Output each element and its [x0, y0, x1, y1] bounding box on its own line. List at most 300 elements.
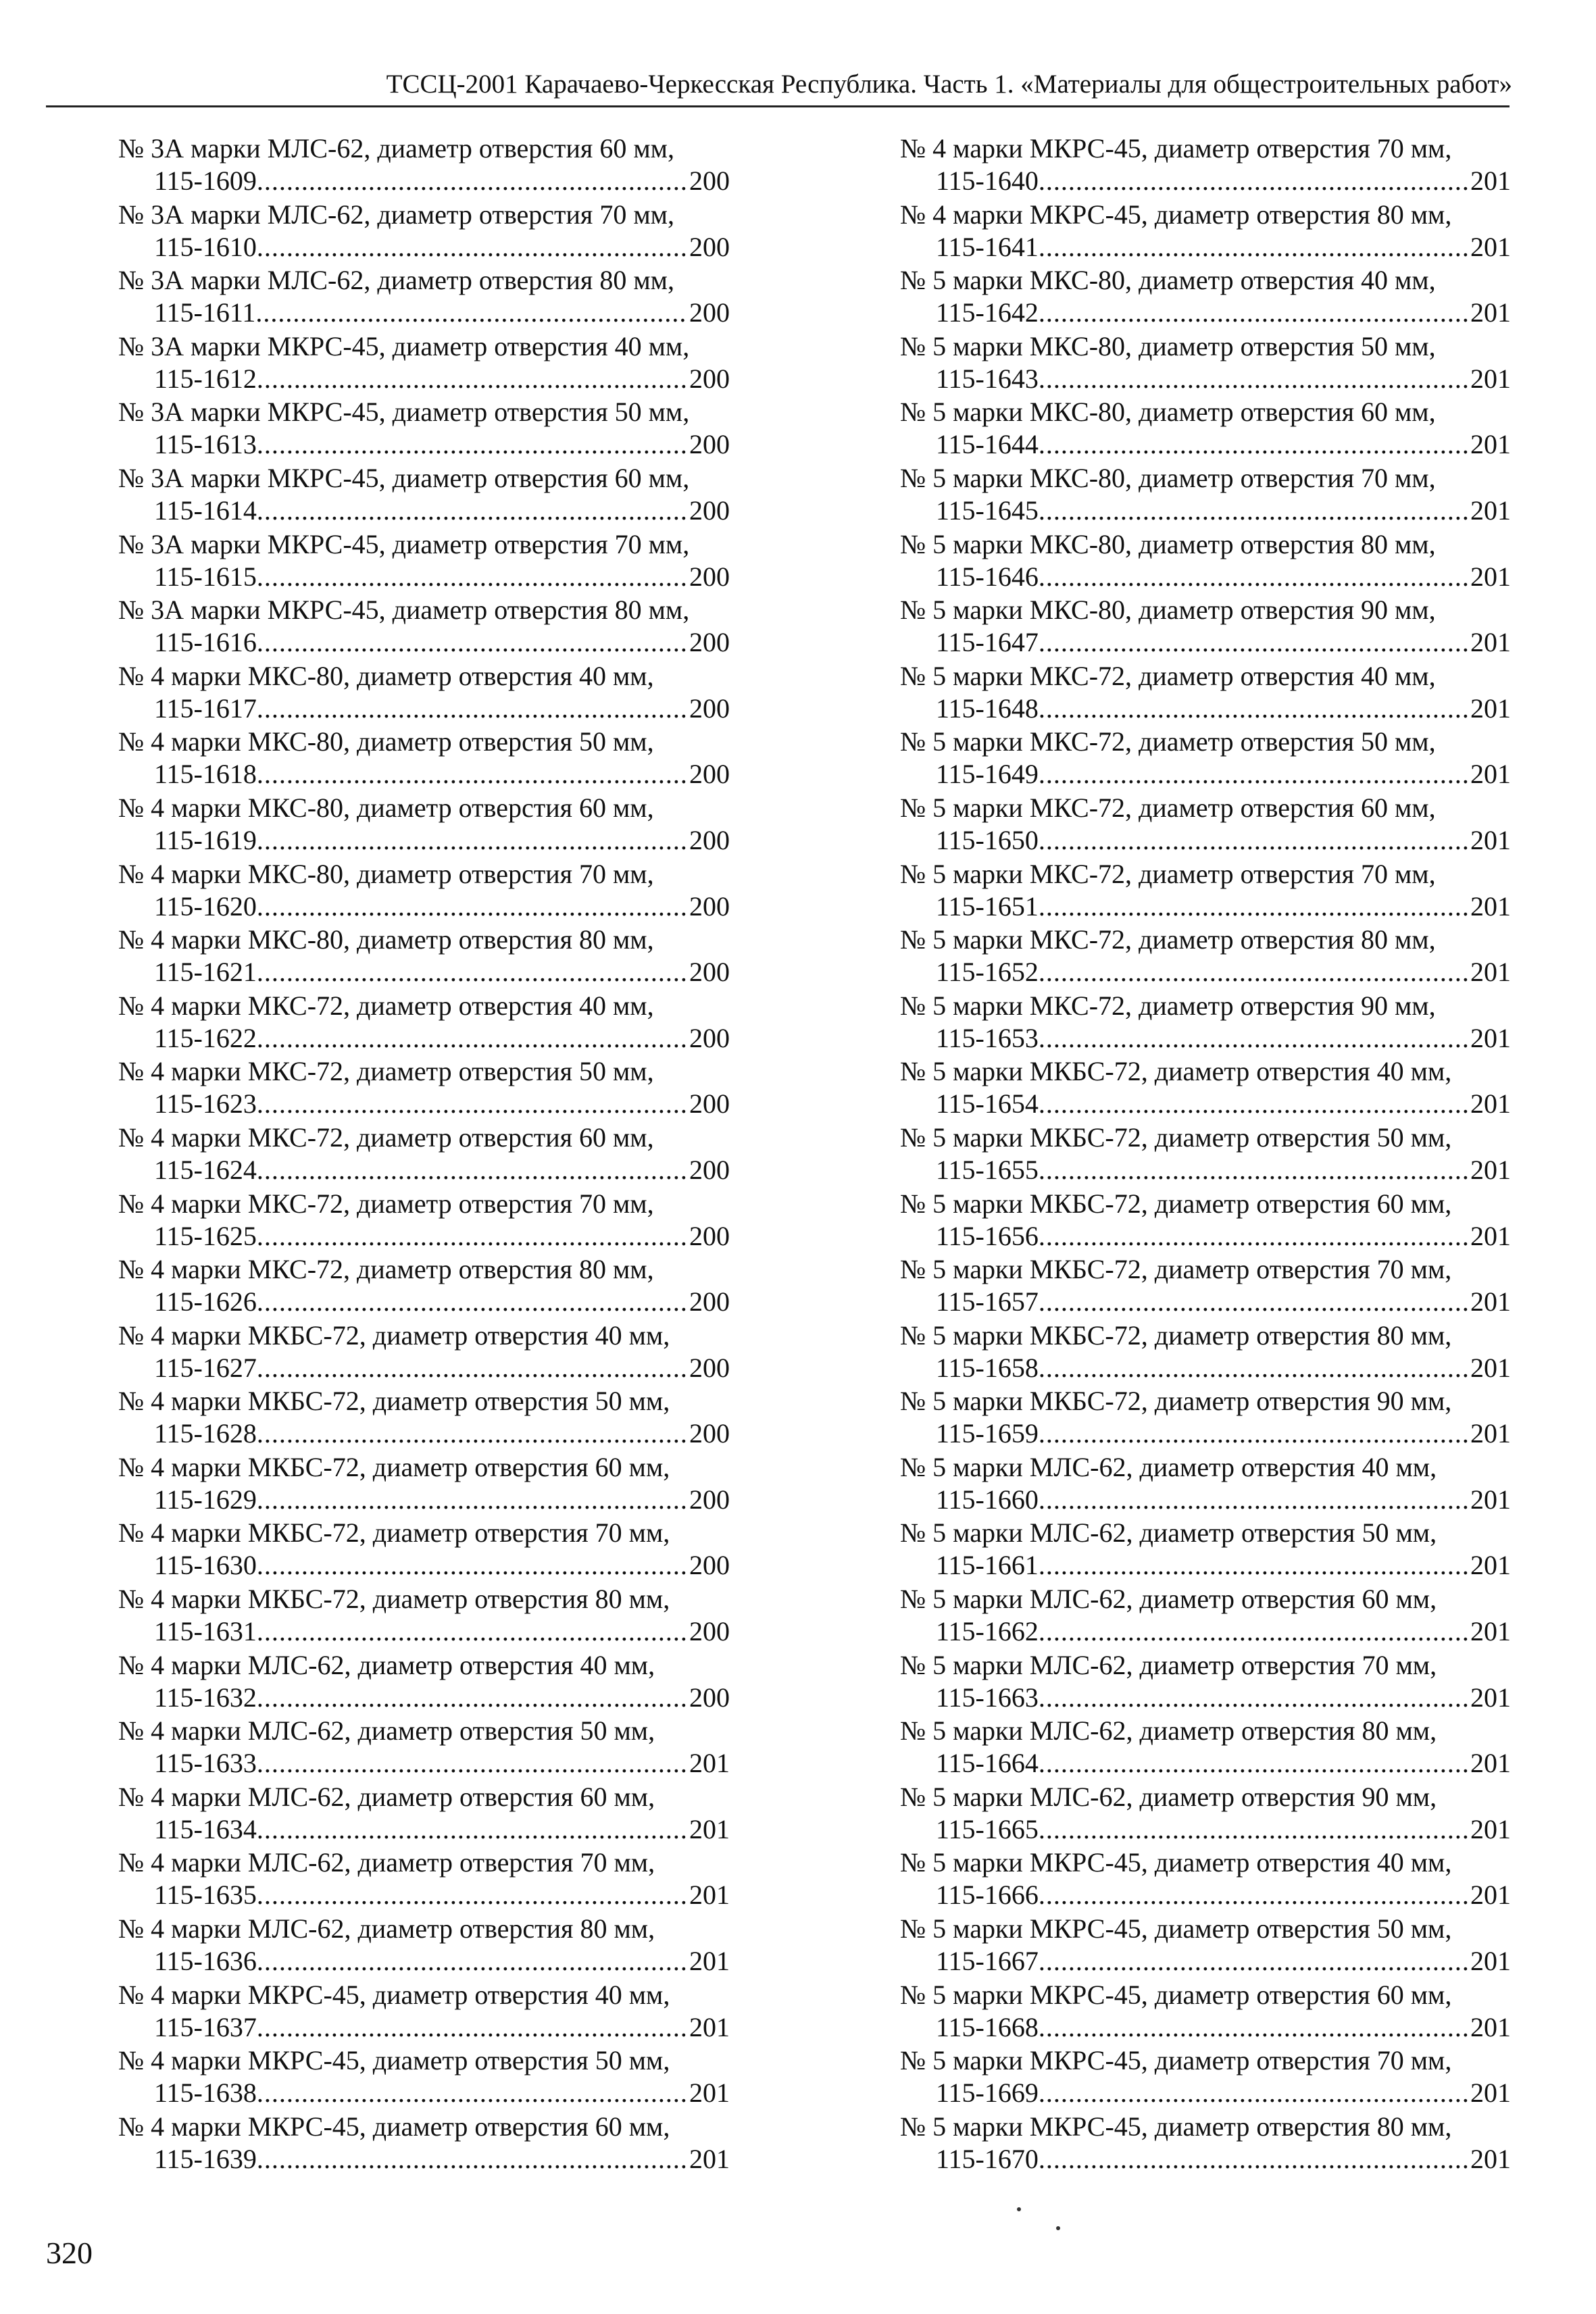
- index-entry: [118, 1846, 730, 1913]
- entry-reference: [118, 956, 730, 988]
- index-entry: [900, 396, 1511, 462]
- entry-reference: [118, 561, 730, 593]
- index-entry: [900, 1649, 1511, 1715]
- entry-reference: [900, 1747, 1511, 1780]
- entry-code: 115-1666: [936, 1880, 1039, 1911]
- entry-code: 115-1632: [154, 1682, 257, 1713]
- entry-code: 115-1647: [936, 627, 1039, 658]
- index-entry: [118, 1188, 730, 1254]
- entry-code: 115-1609: [154, 166, 257, 196]
- entry-page-number: 201: [1470, 1682, 1511, 1713]
- entry-description: № 3А марки МКРС-45, диаметр отверстия 60 мм,: [118, 462, 690, 493]
- entry-page-number: 201: [1470, 297, 1511, 328]
- index-entry: [118, 2111, 730, 2177]
- entry-description: № 4 марки МКС-80, диаметр отверстия 80 мм,: [118, 924, 654, 955]
- entry-reference: [118, 824, 730, 857]
- entry-description: № 5 марки МЛС-62, диаметр отверстия 60 мм,: [900, 1584, 1437, 1615]
- entry-description: № 4 марки МКС-72, диаметр отверстия 80 мм,: [118, 1254, 654, 1285]
- dot-leader: [257, 693, 687, 725]
- entry-page-number: 201: [1470, 1880, 1511, 1911]
- entry-code: 115-1644: [936, 429, 1039, 460]
- dot-leader: [1039, 1747, 1468, 1780]
- index-entry: [900, 528, 1511, 595]
- entry-page-number: 200: [689, 1220, 730, 1251]
- entry-code: 115-1635: [154, 1880, 257, 1911]
- dot-leader: [1039, 824, 1468, 857]
- dot-leader: [1039, 693, 1468, 725]
- entry-reference: [118, 1417, 730, 1450]
- index-entry: [900, 2044, 1511, 2111]
- entry-code: 115-1654: [936, 1088, 1039, 1120]
- entry-page-number: 200: [689, 957, 730, 988]
- index-entry: [900, 1055, 1511, 1122]
- entry-page-number: 200: [689, 1286, 730, 1317]
- entry-description: № 4 марки МЛС-62, диаметр отверстия 70 мм,: [118, 1847, 655, 1878]
- entry-description: № 4 марки МЛС-62, диаметр отверстия 50 мм,: [118, 1715, 655, 1746]
- index-entry: [900, 1385, 1511, 1451]
- index-entry: [900, 594, 1511, 660]
- dot-leader: [1039, 1154, 1468, 1186]
- entry-description: № 3А марки МКРС-45, диаметр отверстия 80 мм,: [118, 595, 690, 626]
- entry-code: 115-1664: [936, 1748, 1039, 1779]
- index-entry: [118, 660, 730, 726]
- index-entry: [118, 528, 730, 595]
- dot-leader: [1039, 1088, 1468, 1120]
- dot-leader: [257, 890, 687, 923]
- dot-leader: [257, 1417, 687, 1450]
- entry-reference: [900, 495, 1511, 527]
- entry-code: 115-1669: [936, 2078, 1039, 2109]
- dot-leader: [1039, 1615, 1468, 1648]
- entry-code: 115-1621: [154, 957, 257, 988]
- index-entry: [900, 2111, 1511, 2177]
- dot-leader: [1039, 956, 1468, 988]
- dot-leader: [257, 1682, 687, 1714]
- entry-page-number: 200: [689, 231, 730, 262]
- index-entry: [118, 396, 730, 462]
- dot-leader: [1039, 428, 1468, 461]
- entry-description: № 5 марки МКБС-72, диаметр отверстия 40 мм,: [900, 1056, 1452, 1087]
- dot-leader: [257, 561, 687, 593]
- entry-reference: [118, 231, 730, 263]
- entry-reference: [118, 1484, 730, 1516]
- entry-reference: [118, 1549, 730, 1582]
- entry-page-number: 200: [689, 1154, 730, 1185]
- entry-code: 115-1618: [154, 759, 257, 790]
- entry-code: 115-1648: [936, 693, 1039, 724]
- entry-reference: [118, 1220, 730, 1253]
- entry-reference: [118, 693, 730, 725]
- dot-leader: [257, 758, 687, 790]
- entry-page-number: 200: [689, 693, 730, 724]
- entry-page-number: 200: [689, 1088, 730, 1120]
- dot-leader: [1039, 626, 1468, 659]
- entry-reference: [900, 824, 1511, 857]
- index-entry: [900, 924, 1511, 990]
- index-column-right: [900, 132, 1511, 2176]
- entry-description: № 5 марки МКРС-45, диаметр отверстия 50 мм,: [900, 1913, 1452, 1944]
- dot-leader: [1039, 1286, 1468, 1318]
- entry-code: 115-1622: [154, 1022, 257, 1053]
- index-entry: [900, 1715, 1511, 1781]
- entry-page-number: 200: [689, 1682, 730, 1713]
- dot-leader: [257, 1154, 687, 1186]
- entry-reference: [900, 165, 1511, 197]
- entry-code: 115-1653: [936, 1022, 1039, 1053]
- entry-page-number: 201: [1470, 890, 1511, 922]
- entry-reference: [900, 2011, 1511, 2044]
- index-entry: [118, 1583, 730, 1649]
- entry-reference: [900, 2077, 1511, 2109]
- index-entry: [900, 1122, 1511, 1188]
- dot-leader: [257, 495, 687, 527]
- header-rule: [46, 105, 1510, 107]
- entry-reference: [900, 890, 1511, 923]
- dot-leader: [257, 363, 687, 395]
- entry-page-number: 201: [689, 2143, 730, 2174]
- entry-description: № 3А марки МКРС-45, диаметр отверстия 70 мм,: [118, 528, 690, 559]
- entry-description: № 4 марки МЛС-62, диаметр отверстия 60 мм,: [118, 1781, 655, 1812]
- index-entry: [900, 660, 1511, 726]
- entry-code: 115-1610: [154, 231, 257, 262]
- entry-code: 115-1650: [936, 824, 1039, 855]
- entry-code: 115-1656: [936, 1220, 1039, 1251]
- index-entry: [900, 462, 1511, 528]
- entry-description: № 4 марки МКБС-72, диаметр отверстия 60 мм,: [118, 1451, 670, 1482]
- index-entry: [900, 330, 1511, 397]
- entry-code: 115-1612: [154, 363, 257, 394]
- entry-description: № 4 марки МКС-80, диаметр отверстия 40 мм,: [118, 660, 654, 691]
- dot-leader: [1039, 2143, 1468, 2175]
- dot-leader: [257, 1747, 687, 1780]
- entry-page-number: 201: [1470, 2011, 1511, 2042]
- index-entry: [900, 1517, 1511, 1583]
- entry-reference: [900, 1813, 1511, 1846]
- index-entry: [118, 1979, 730, 2045]
- entry-reference: [900, 363, 1511, 395]
- index-entry: [118, 1055, 730, 1122]
- index-entry: [118, 1715, 730, 1781]
- entry-description: № 5 марки МКС-72, диаметр отверстия 40 мм,: [900, 660, 1436, 691]
- entry-description: № 5 марки МКС-80, диаметр отверстия 70 мм,: [900, 462, 1436, 493]
- dot-leader: [1039, 1813, 1468, 1846]
- entry-reference: [118, 890, 730, 923]
- dot-leader: [1039, 1022, 1468, 1055]
- index-entry: [118, 1385, 730, 1451]
- index-entry: [118, 330, 730, 397]
- index-entry: [118, 462, 730, 528]
- entry-reference: [900, 956, 1511, 988]
- dot-leader: [257, 1352, 687, 1384]
- dot-leader: [257, 2011, 687, 2044]
- index-entry: [118, 1122, 730, 1188]
- entry-code: 115-1643: [936, 363, 1039, 394]
- entry-description: № 4 марки МКБС-72, диаметр отверстия 50 мм,: [118, 1386, 670, 1417]
- entry-page-number: 201: [689, 1748, 730, 1779]
- entry-reference: [118, 297, 730, 329]
- entry-description: № 4 марки МКРС-45, диаметр отверстия 50 мм,: [118, 2045, 670, 2076]
- entry-reference: [900, 1615, 1511, 1648]
- dot-leader: [257, 1813, 687, 1846]
- entry-code: 115-1616: [154, 627, 257, 658]
- entry-code: 115-1629: [154, 1484, 257, 1515]
- entry-code: 115-1659: [936, 1418, 1039, 1449]
- entry-reference: [900, 1945, 1511, 1978]
- dot-leader: [257, 1286, 687, 1318]
- entry-page-number: 201: [689, 1813, 730, 1844]
- entry-description: № 5 марки МЛС-62, диаметр отверстия 90 мм,: [900, 1781, 1437, 1812]
- entry-code: 115-1642: [936, 297, 1039, 328]
- dot-leader: [1039, 495, 1468, 527]
- entry-description: № 4 марки МКС-72, диаметр отверстия 50 мм,: [118, 1056, 654, 1087]
- dot-leader: [257, 1022, 687, 1055]
- entry-description: № 4 марки МКС-80, диаметр отверстия 70 мм,: [118, 858, 654, 889]
- entry-reference: [900, 297, 1511, 329]
- index-entry: [118, 1649, 730, 1715]
- entry-reference: [900, 1417, 1511, 1450]
- entry-code: 115-1660: [936, 1484, 1039, 1515]
- index-column-left: [118, 132, 730, 2176]
- index-entry: [900, 199, 1511, 265]
- index-entry: [900, 1253, 1511, 1319]
- entry-page-number: 201: [1470, 1484, 1511, 1515]
- entry-code: 115-1637: [154, 2011, 257, 2042]
- dot-leader: [257, 1615, 687, 1648]
- index-entry: [900, 1979, 1511, 2045]
- dot-leader: [1039, 363, 1468, 395]
- index-entry: [118, 1451, 730, 1517]
- index-entry: [900, 1319, 1511, 1386]
- entry-code: 115-1617: [154, 693, 257, 724]
- entry-code: 115-1646: [936, 561, 1039, 592]
- entry-reference: [900, 1220, 1511, 1253]
- index-entry: [118, 792, 730, 858]
- entry-reference: [118, 1022, 730, 1055]
- index-entry: [900, 792, 1511, 858]
- entry-page-number: 201: [1470, 1286, 1511, 1317]
- dot-leader: [1039, 561, 1468, 593]
- entry-reference: [900, 1682, 1511, 1714]
- entry-page-number: 201: [1470, 166, 1511, 196]
- entry-description: № 4 марки МКС-72, диаметр отверстия 60 мм,: [118, 1122, 654, 1153]
- index-entry: [900, 264, 1511, 330]
- entry-reference: [900, 1549, 1511, 1582]
- entry-page-number: 200: [689, 495, 730, 526]
- dot-leader: [1039, 1417, 1468, 1450]
- dot-leader: [1039, 890, 1468, 923]
- dot-leader: [257, 165, 687, 197]
- entry-description: № 4 марки МКРС-45, диаметр отверстия 60 мм,: [118, 2111, 670, 2142]
- entry-reference: [900, 1154, 1511, 1186]
- entry-description: № 4 марки МКРС-45, диаметр отверстия 80 мм,: [900, 199, 1452, 230]
- dot-leader: [257, 1484, 687, 1516]
- dot-leader: [1039, 1682, 1468, 1714]
- dot-leader: [257, 2143, 687, 2175]
- entry-reference: [118, 495, 730, 527]
- entry-page-number: 201: [1470, 1022, 1511, 1053]
- dot-leader: [257, 1549, 687, 1582]
- entry-page-number: 200: [689, 824, 730, 855]
- entry-description: № 4 марки МКБС-72, диаметр отверстия 80 мм,: [118, 1584, 670, 1615]
- entry-code: 115-1614: [154, 495, 257, 526]
- entry-code: 115-1623: [154, 1088, 257, 1120]
- entry-code: 115-1619: [154, 824, 257, 855]
- entry-reference: [900, 428, 1511, 461]
- entry-code: 115-1662: [936, 1616, 1039, 1647]
- entry-description: № 5 марки МКБС-72, диаметр отверстия 90 мм,: [900, 1386, 1452, 1417]
- dot-leader: [257, 428, 687, 461]
- entry-description: № 5 марки МКРС-45, диаметр отверстия 70 мм,: [900, 2045, 1452, 2076]
- entry-page-number: 200: [689, 363, 730, 394]
- entry-description: № 4 марки МКРС-45, диаметр отверстия 70 мм,: [900, 133, 1452, 164]
- entry-page-number: 200: [689, 429, 730, 460]
- entry-reference: [118, 1088, 730, 1120]
- entry-reference: [900, 758, 1511, 790]
- entry-description: № 5 марки МКБС-72, диаметр отверстия 60 мм,: [900, 1188, 1452, 1219]
- entry-reference: [118, 1747, 730, 1780]
- entry-page-number: 201: [1470, 363, 1511, 394]
- entry-code: 115-1611: [154, 297, 256, 328]
- entry-description: № 4 марки МКС-80, диаметр отверстия 50 мм,: [118, 726, 654, 757]
- dot-leader: [1039, 231, 1468, 263]
- entry-description: № 5 марки МКС-72, диаметр отверстия 80 мм,: [900, 924, 1436, 955]
- entry-description: № 5 марки МКС-80, диаметр отверстия 40 мм,: [900, 265, 1436, 296]
- dot-leader: [1039, 1879, 1468, 1911]
- entry-description: № 5 марки МКС-72, диаметр отверстия 90 мм,: [900, 990, 1436, 1021]
- entry-description: № 4 марки МКБС-72, диаметр отверстия 40 мм,: [118, 1319, 670, 1351]
- dot-leader: [257, 1945, 687, 1978]
- entry-code: 115-1633: [154, 1748, 257, 1779]
- entry-reference: [118, 363, 730, 395]
- entry-page-number: 200: [689, 166, 730, 196]
- entry-reference: [118, 758, 730, 790]
- index-entry: [900, 1846, 1511, 1913]
- entry-code: 115-1667: [936, 1946, 1039, 1977]
- entry-code: 115-1670: [936, 2143, 1039, 2174]
- entry-description: № 4 марки МЛС-62, диаметр отверстия 40 мм,: [118, 1649, 655, 1680]
- index-entry: [118, 2044, 730, 2111]
- dot-leader: [255, 297, 687, 329]
- entry-description: № 3А марки МКРС-45, диаметр отверстия 50 мм,: [118, 397, 690, 428]
- entry-reference: [900, 693, 1511, 725]
- entry-description: № 5 марки МКС-72, диаметр отверстия 50 мм,: [900, 726, 1436, 757]
- entry-reference: [118, 1945, 730, 1978]
- index-entry: [900, 1451, 1511, 1517]
- entry-page-number: 201: [1470, 495, 1511, 526]
- entry-description: № 5 марки МКС-80, диаметр отверстия 90 мм,: [900, 595, 1436, 626]
- entry-page-number: 201: [1470, 627, 1511, 658]
- entry-description: № 3А марки МЛС-62, диаметр отверстия 60 мм,: [118, 133, 674, 164]
- entry-code: 115-1658: [936, 1352, 1039, 1383]
- entry-reference: [900, 1088, 1511, 1120]
- entry-description: № 5 марки МЛС-62, диаметр отверстия 70 мм,: [900, 1649, 1437, 1680]
- entry-page-number: 201: [1470, 1154, 1511, 1185]
- entry-page-number: 201: [1470, 1616, 1511, 1647]
- entry-description: № 3А марки МКРС-45, диаметр отверстия 40 мм,: [118, 330, 690, 361]
- entry-reference: [900, 626, 1511, 659]
- dot-leader: [1039, 758, 1468, 790]
- entry-code: 115-1668: [936, 2011, 1039, 2042]
- dot-leader: [1039, 1220, 1468, 1253]
- dot-leader: [257, 1088, 687, 1120]
- entry-page-number: 201: [1470, 1550, 1511, 1581]
- entry-code: 115-1663: [936, 1682, 1039, 1713]
- entry-page-number: 200: [689, 1022, 730, 1053]
- entry-page-number: 201: [1470, 231, 1511, 262]
- entry-description: № 5 марки МКРС-45, диаметр отверстия 80 мм,: [900, 2111, 1452, 2142]
- entry-code: 115-1640: [936, 166, 1039, 196]
- entry-description: № 4 марки МКС-80, диаметр отверстия 60 мм,: [118, 792, 654, 823]
- entry-code: 115-1636: [154, 1946, 257, 1977]
- entry-page-number: 200: [689, 890, 730, 922]
- entry-code: 115-1641: [936, 231, 1039, 262]
- entry-page-number: 201: [689, 1946, 730, 1977]
- entry-reference: [900, 561, 1511, 593]
- entry-reference: [118, 1879, 730, 1911]
- dot-leader: [257, 1879, 687, 1911]
- entry-description: № 3А марки МЛС-62, диаметр отверстия 80 мм,: [118, 265, 674, 296]
- entry-code: 115-1639: [154, 2143, 257, 2174]
- entry-description: № 5 марки МКБС-72, диаметр отверстия 50 мм,: [900, 1122, 1452, 1153]
- entry-code: 115-1651: [936, 890, 1039, 922]
- entry-code: 115-1645: [936, 495, 1039, 526]
- entry-page-number: 201: [689, 1880, 730, 1911]
- dot-leader: [1039, 1484, 1468, 1516]
- dot-leader: [1039, 1352, 1468, 1384]
- index-entry: [118, 924, 730, 990]
- index-entry: [900, 1583, 1511, 1649]
- entry-page-number: 201: [1470, 1352, 1511, 1383]
- entry-code: 115-1615: [154, 561, 257, 592]
- entry-description: № 5 марки МКРС-45, диаметр отверстия 60 мм,: [900, 1979, 1452, 2010]
- entry-code: 115-1655: [936, 1154, 1039, 1185]
- entry-description: № 5 марки МКС-80, диаметр отверстия 50 мм,: [900, 330, 1436, 361]
- index-entry: [900, 990, 1511, 1056]
- entry-page-number: 201: [689, 2078, 730, 2109]
- entry-description: № 5 марки МЛС-62, диаметр отверстия 50 мм,: [900, 1517, 1437, 1549]
- entry-page-number: 201: [1470, 1220, 1511, 1251]
- entry-page-number: 200: [689, 1352, 730, 1383]
- index-entry: [900, 1781, 1511, 1847]
- entry-code: 115-1631: [154, 1616, 257, 1647]
- index-entry: [118, 726, 730, 792]
- entry-page-number: 201: [1470, 1748, 1511, 1779]
- entry-description: № 4 марки МКС-72, диаметр отверстия 70 мм,: [118, 1188, 654, 1219]
- index-entry: [118, 1517, 730, 1583]
- dot-leader: [257, 824, 687, 857]
- entry-code: 115-1665: [936, 1813, 1039, 1844]
- entry-description: № 5 марки МКС-80, диаметр отверстия 80 мм,: [900, 528, 1436, 559]
- index-entry: [118, 1319, 730, 1386]
- entry-page-number: 201: [1470, 429, 1511, 460]
- entry-reference: [118, 1682, 730, 1714]
- dot-leader: [257, 956, 687, 988]
- entry-description: № 5 марки МКС-80, диаметр отверстия 60 мм,: [900, 397, 1436, 428]
- running-header: ТССЦ-2001 Карачаево-Черкесская Республика. Часть 1. «Материалы для общестроительных работ»: [386, 70, 1512, 99]
- index-entry: [900, 1913, 1511, 1979]
- index-entry: [118, 1253, 730, 1319]
- entry-reference: [118, 2011, 730, 2044]
- entry-page-number: 200: [689, 561, 730, 592]
- entry-page-number: 201: [1470, 2078, 1511, 2109]
- entry-code: 115-1624: [154, 1154, 257, 1185]
- entry-code: 115-1630: [154, 1550, 257, 1581]
- dot-leader: [1039, 2011, 1468, 2044]
- dot-leader: [1039, 297, 1468, 329]
- dot-leader: [257, 626, 687, 659]
- entry-code: 115-1625: [154, 1220, 257, 1251]
- entry-page-number: 201: [689, 2011, 730, 2042]
